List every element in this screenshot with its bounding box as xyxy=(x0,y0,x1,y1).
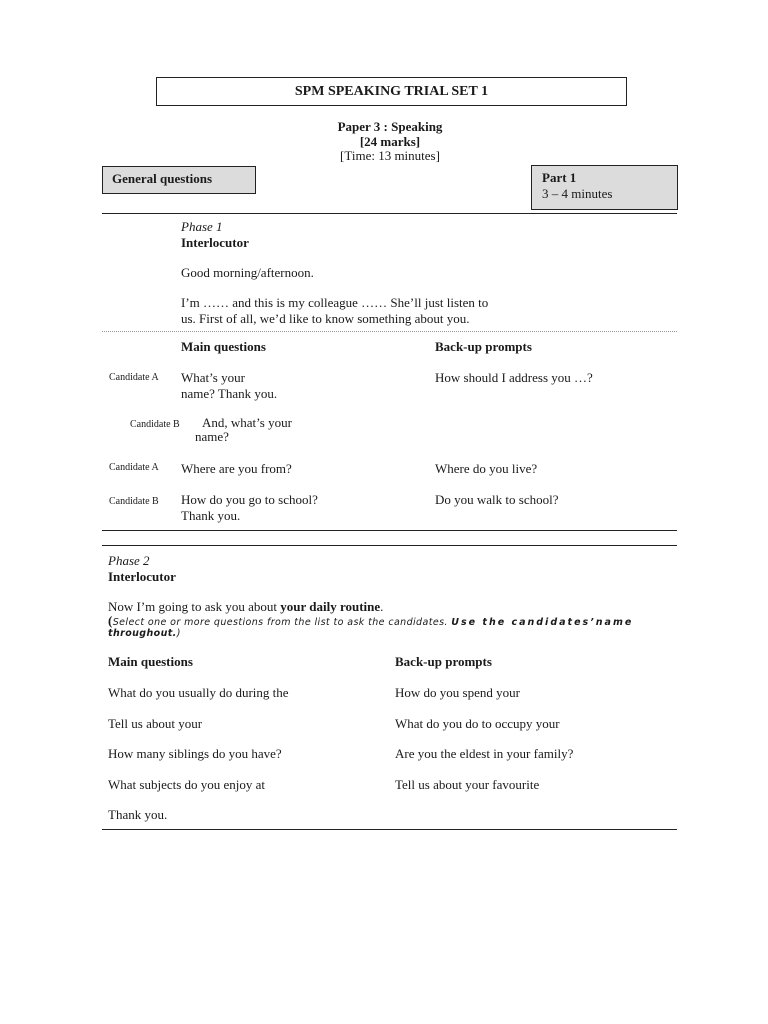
note-text: Select one or more questions from the list to ask the candidates. xyxy=(112,617,448,628)
backup-prompt: Tell us about your favourite xyxy=(395,777,540,792)
paper-label: Paper 3 : Speaking xyxy=(337,119,443,134)
phase1-greeting: Good morning/afternoon. xyxy=(181,265,314,280)
time-label: [Time: 13 minutes] xyxy=(340,148,440,163)
backup-prompt: How do you spend your xyxy=(395,685,520,700)
main-question: How do you go to school? xyxy=(181,492,318,507)
note-open-paren: ( xyxy=(108,613,113,628)
main-question: What do you usually do during the xyxy=(108,685,289,700)
phase2-intro-text: Now I’m going to ask you about xyxy=(108,599,281,614)
backup-prompt: Are you the eldest in your family? xyxy=(395,746,574,761)
document-title: SPM SPEAKING TRIAL SET 1 xyxy=(294,84,489,99)
phase2-role: Interlocutor xyxy=(108,569,176,584)
main-question: What subjects do you enjoy at xyxy=(108,777,266,792)
phase2-label: Phase 2 xyxy=(108,553,150,568)
phase1-intro-line2: us. First of all, we’d like to know something about you. xyxy=(181,311,470,326)
part-duration: 3 – 4 minutes xyxy=(542,186,613,201)
phase1-role: Interlocutor xyxy=(181,235,249,250)
backup-prompt: Where do you live? xyxy=(435,461,538,476)
candidate-label: Candidate A xyxy=(109,372,159,383)
divider xyxy=(102,829,677,830)
general-questions-box xyxy=(102,166,256,194)
candidate-label: Candidate A xyxy=(109,462,159,473)
main-question: What’s your xyxy=(181,370,245,385)
dotted-divider xyxy=(102,331,677,332)
divider xyxy=(102,545,677,546)
candidate-label: Candidate B xyxy=(109,496,159,507)
main-question: Where are you from? xyxy=(181,461,292,476)
main-question: name? xyxy=(195,429,229,444)
main-question: Thank you. xyxy=(181,508,241,523)
note-bold-text: Use the candidates’name xyxy=(451,617,634,628)
phase1-main-header: Main questions xyxy=(181,339,266,354)
phase2-backup-header: Back-up prompts xyxy=(395,654,492,669)
note-bold-text-2: throughout. xyxy=(108,628,177,639)
phase1-label: Phase 1 xyxy=(181,219,223,234)
part-label: Part 1 xyxy=(542,170,577,185)
phase1-backup-header: Back-up prompts xyxy=(435,339,532,354)
phase2-intro-topic: your daily routine xyxy=(280,599,381,614)
backup-prompt: Do you walk to school? xyxy=(435,492,559,507)
general-questions-label: General questions xyxy=(112,171,213,186)
phase1-intro-line1: I’m …… and this is my colleague …… She’ll just listen to xyxy=(181,295,489,310)
backup-prompt: How should I address you …? xyxy=(435,370,593,385)
marks-label: [24 marks] xyxy=(359,134,421,149)
phase2-instruction-cont xyxy=(108,627,181,641)
main-question: And, what’s your xyxy=(202,415,292,430)
divider xyxy=(102,213,677,214)
candidate-label: Candidate B xyxy=(130,419,180,430)
phase2-instruction xyxy=(108,613,678,630)
title-box xyxy=(156,77,627,106)
phase2-main-header: Main questions xyxy=(108,654,193,669)
phase2-intro-end: . xyxy=(380,599,384,614)
main-question: name? Thank you. xyxy=(181,386,278,401)
backup-prompt: What do you do to occupy your xyxy=(395,716,560,731)
main-question: Thank you. xyxy=(108,807,168,822)
divider xyxy=(102,530,677,531)
main-question: How many siblings do you have? xyxy=(108,746,282,761)
note-close-paren: ) xyxy=(176,628,181,639)
part-box xyxy=(531,165,678,210)
main-question: Tell us about your xyxy=(108,716,203,731)
